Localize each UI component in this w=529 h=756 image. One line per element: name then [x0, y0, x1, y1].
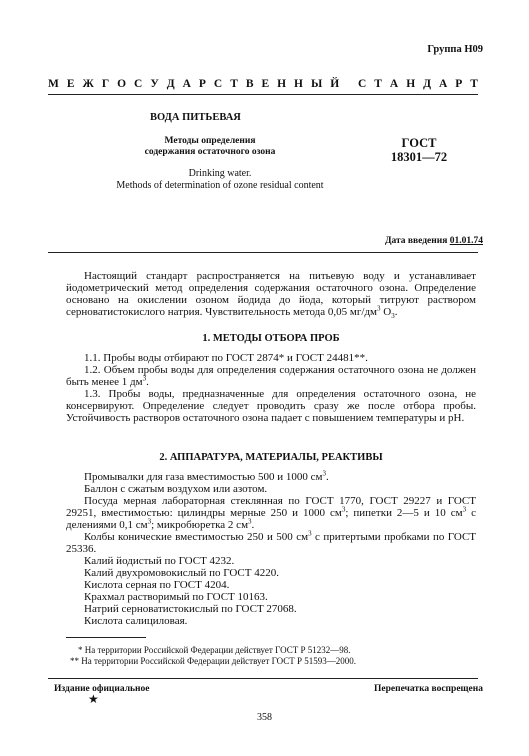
standard-type-heading: [48, 78, 478, 90]
section-1-heading: 1. МЕТОДЫ ОТБОРА ПРОБ: [202, 333, 340, 344]
heading-letter: Р: [455, 78, 463, 90]
heading-letter: Н: [294, 78, 303, 90]
heading-letter: Г: [101, 78, 110, 90]
date-divider: [48, 252, 478, 253]
heading-letter: М: [48, 78, 59, 90]
intro-date-value: 01.01.74: [449, 236, 483, 246]
heading-letter: Н: [277, 78, 287, 90]
heading-letter: Й: [330, 78, 340, 90]
gost-designation: [384, 136, 454, 164]
heading-letter: А: [182, 78, 191, 90]
intro-date: [385, 236, 483, 246]
english-title-line-2: Methods of determination of ozone residual content: [116, 180, 324, 191]
para-1-2-text: 1.2. Объем пробы воды для определения содержания остаточного озона не должен быть менее 1 дм: [66, 364, 476, 388]
heading-letter: С: [213, 78, 223, 90]
subtitle-line-2: содержания остаточного озона: [144, 147, 276, 157]
intro-sub: 3: [391, 312, 395, 321]
section-2-body: [66, 471, 476, 627]
heading-letter: У: [150, 78, 159, 90]
para-1-2: [66, 364, 476, 388]
footer-divider: [48, 678, 478, 679]
heading-letter: Д: [423, 78, 432, 90]
heading-letter: Е: [66, 78, 75, 90]
subtitle-line-1: Методы определения: [164, 136, 256, 146]
item-3-sup1: 3: [341, 505, 346, 514]
english-title: [70, 168, 370, 192]
item-sodium-thiosulfate: Натрий серноватистокислый по ГОСТ 27068.: [84, 603, 297, 615]
footnote-divider: [66, 637, 146, 638]
document-subtitle: [130, 136, 290, 158]
heading-letter: А: [389, 78, 399, 90]
item-4-b: с притертыми пробками по ГОСТ 25336.: [66, 531, 477, 555]
item-3-a: Посуда мерная лабораторная стеклянная по ГОСТ 1770, ГОСТ 29227 и ГОСТ 29251, вместимостью: цилиндры мерные 250 и 1000 см: [66, 495, 476, 519]
heading-letter: Н: [406, 78, 416, 90]
item-4-a: Колбы конические вместимостью 250 и 500 см: [84, 531, 309, 543]
heading-letter: С: [134, 78, 143, 90]
item-starch: Крахмал растворимый по ГОСТ 10163.: [84, 591, 268, 603]
heading-letter: В: [245, 78, 254, 90]
item-potassium-dichromate: Калий двухромовокислый по ГОСТ 4220.: [84, 567, 279, 579]
heading-letter: Р: [198, 78, 206, 90]
item-3-d: ; микробюретка 2 см: [151, 519, 249, 531]
footnote-2: ** На территории Российской Федерации действует ГОСТ Р 51593—2000.: [70, 656, 356, 666]
intro-end: .: [394, 306, 398, 318]
para-1-3: 1.3. Пробы воды, предназначенные для определения остаточного озона, не консервируют. Определение следует проводить сразу же после отбора пробы. Устойчивость растворов остаточного озона падает с повышением температуры и pH.: [66, 388, 476, 424]
heading-letter: Д: [166, 78, 175, 90]
english-title-line-1: Drinking water.: [188, 168, 252, 179]
intro-date-label: Дата введения: [384, 236, 448, 246]
para-1-2-sup: 3: [142, 374, 147, 383]
heading-letter: Т: [470, 78, 478, 90]
heading-letter: Т: [230, 78, 238, 90]
footnote-1: * На территории Российской Федерации действует ГОСТ Р 51232—98.: [78, 645, 351, 655]
heading-letter: Ж: [82, 78, 94, 90]
heading-letter: [347, 78, 350, 90]
heading-letter: Ы: [310, 78, 323, 90]
item-1-text: Промывалки для газа вместимостью 500 и 1000 см: [84, 471, 323, 483]
item-sulfuric-acid: Кислота серная по ГОСТ 4204.: [84, 579, 230, 591]
heading-letter: А: [439, 78, 448, 90]
official-edition-label: Издание официальное: [54, 684, 150, 694]
para-1-2-end: .: [146, 376, 149, 388]
item-flasks: [66, 531, 476, 555]
item-3-e: .: [251, 519, 255, 531]
item-3-c: с делениями 0,1 см: [66, 507, 476, 531]
header-divider: [48, 94, 478, 95]
heading-letter: О: [117, 78, 127, 90]
item-1-sup: 3: [322, 469, 326, 478]
item-3-sup2: 3: [462, 505, 467, 514]
item-4-sup: 3: [308, 529, 312, 538]
item-potassium-iodide: Калий йодистый по ГОСТ 4232.: [84, 555, 235, 567]
heading-letter: Т: [374, 78, 382, 90]
intro-tail: O: [380, 306, 392, 318]
gost-label: ГОСТ: [401, 136, 437, 150]
item-cylinder: Баллон с сжатым воздухом или азотом.: [84, 483, 268, 495]
item-1-end: .: [325, 471, 329, 483]
intro-sup: 3: [377, 304, 381, 313]
item-3-b: ; пипетки 2—5 и 10 см: [345, 507, 463, 519]
star-icon: ★: [88, 692, 99, 706]
item-3-sup4: 3: [248, 517, 252, 526]
item-gas-washers: [66, 471, 476, 483]
item-salicylic-acid: Кислота салициловая.: [84, 615, 188, 627]
intro-text: Настоящий стандарт распространяется на питьевую воду и устанавливает йодометрический метод определения содержания остаточного озона. Определение основано на окислении озоном йодида до йода, который титруют раствором серноватистокислого натрия. Чувствительность метода 0,05 мг/дм: [66, 270, 476, 318]
intro-paragraph: [66, 270, 476, 321]
item-glassware: [66, 495, 476, 531]
heading-letter: Е: [261, 78, 270, 90]
gost-number: 18301—72: [390, 150, 448, 164]
document-title: ВОДА ПИТЬЕВАЯ: [150, 112, 241, 123]
page-number: 358: [257, 712, 272, 723]
item-3-sup3: 3: [147, 517, 152, 526]
group-code: Группа Н09: [427, 44, 483, 55]
reprint-prohibited-label: Перепечатка воспрещена: [373, 684, 483, 694]
section-1-body: [66, 352, 476, 424]
para-1-1: 1.1. Пробы воды отбирают по ГОСТ 2874* и ГОСТ 24481**.: [84, 352, 368, 364]
heading-letter: С: [357, 78, 367, 90]
section-2-heading: 2. АППАРАТУРА, МАТЕРИАЛЫ, РЕАКТИВЫ: [159, 452, 383, 463]
